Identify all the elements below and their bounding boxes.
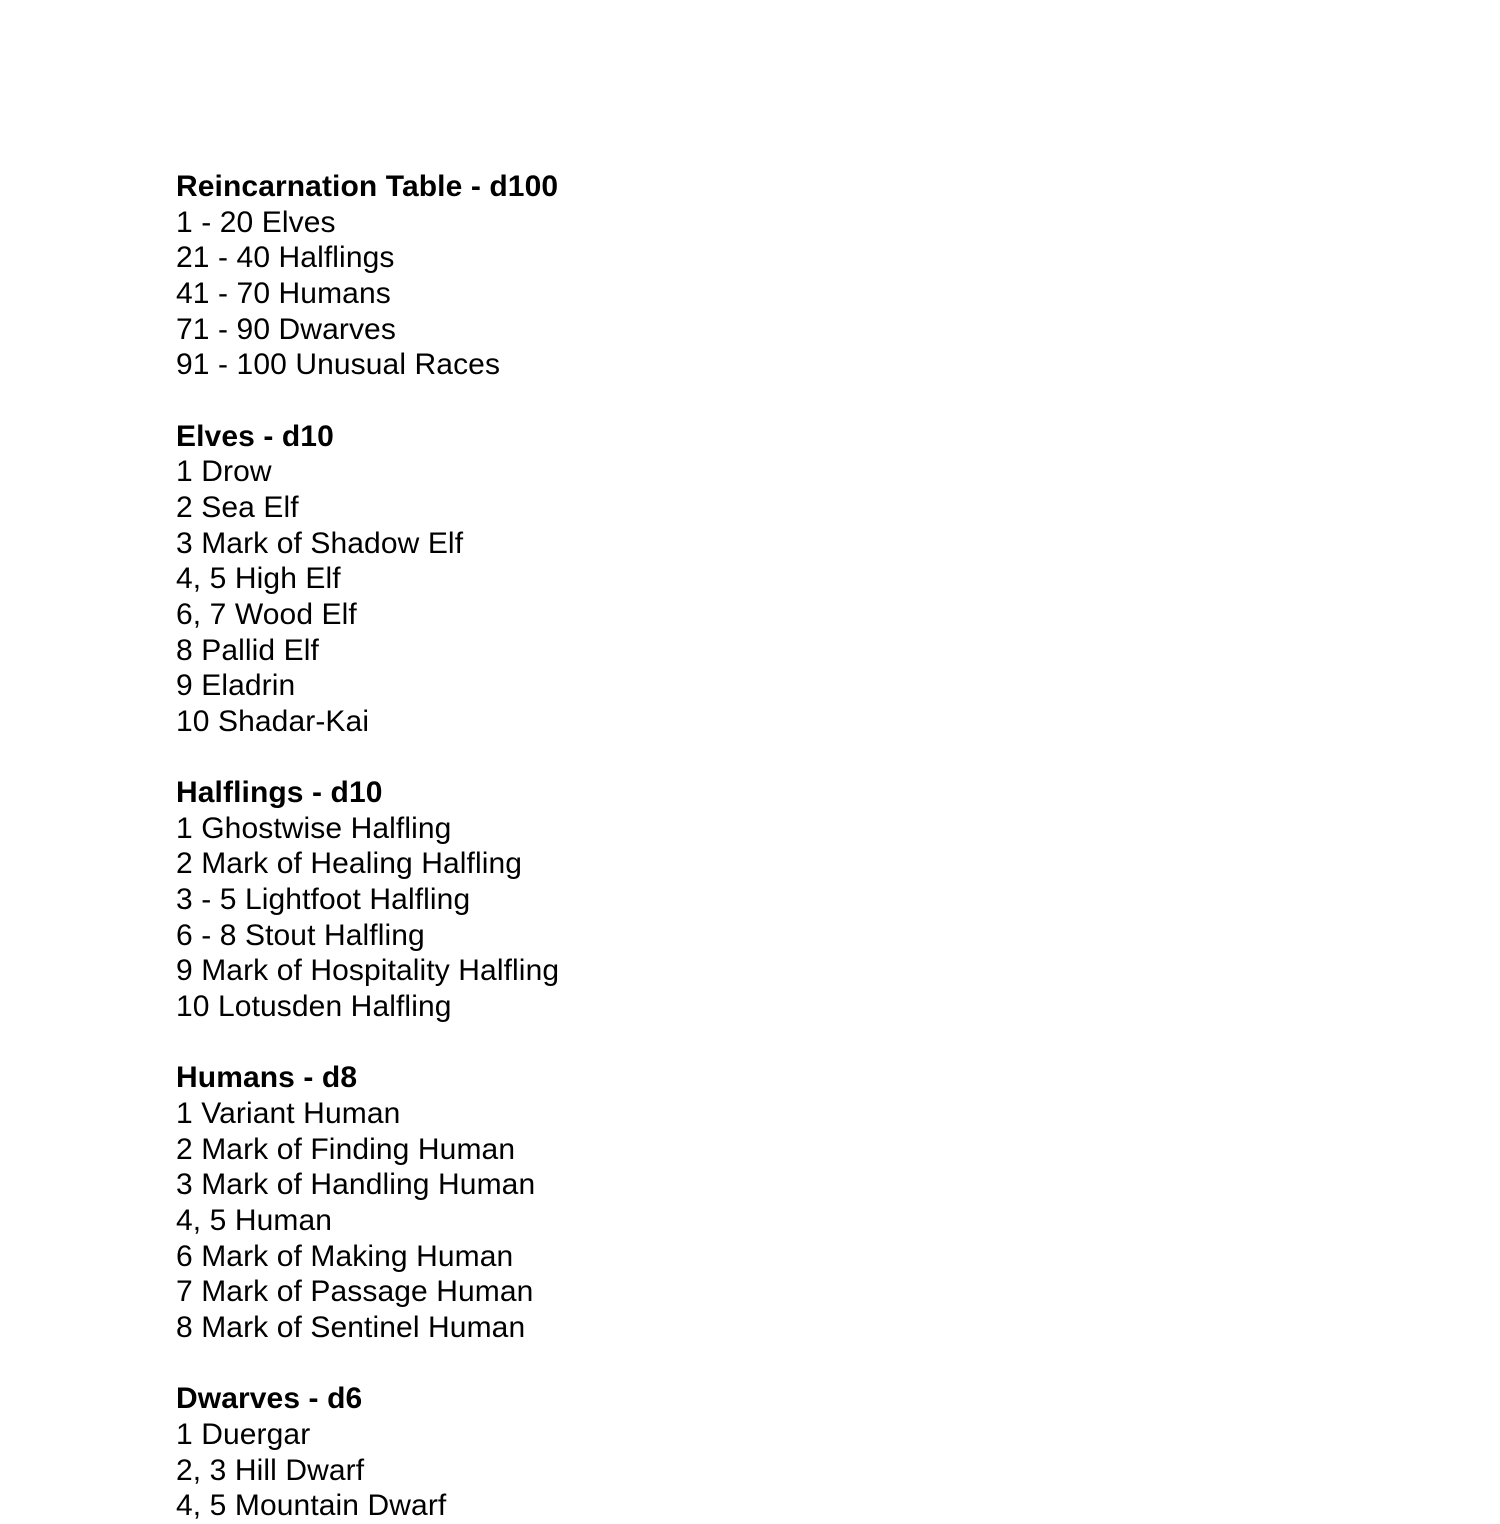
table-row: 91 - 100 Unusual Races xyxy=(176,348,501,382)
table-row: 6, 7 Wood Elf xyxy=(176,597,357,631)
table-row: 6 Mark of Making Human xyxy=(176,1239,514,1273)
table-row: 9 Mark of Hospitality Halfling xyxy=(176,954,560,988)
table-section xyxy=(176,1381,1500,1524)
table-row: 2, 3 Hill Dwarf xyxy=(176,1453,365,1487)
table-row: 4, 5 High Elf xyxy=(176,562,341,596)
table-row: 71 - 90 Dwarves xyxy=(176,312,396,346)
table-section xyxy=(176,775,1500,1025)
table-row: 6 - 8 Stout Halfling xyxy=(176,918,425,952)
table-row: 4, 5 Human xyxy=(176,1203,333,1237)
table-row: 1 Ghostwise Halfling xyxy=(176,811,452,845)
table-row: 2 Mark of Healing Halfling xyxy=(176,847,523,881)
table-row: 1 - 20 Elves xyxy=(176,205,336,239)
table-row: 3 - 5 Lightfoot Halfling xyxy=(176,883,471,917)
section-heading: Dwarves - d6 xyxy=(176,1382,363,1416)
table-row: 3 Mark of Handling Human xyxy=(176,1168,536,1202)
table-section xyxy=(176,419,1500,740)
table-row: 1 Drow xyxy=(176,455,272,489)
table-row: 41 - 70 Humans xyxy=(176,276,391,310)
table-row: 8 Pallid Elf xyxy=(176,633,319,667)
table-section xyxy=(176,169,1500,383)
table-row: 21 - 40 Halflings xyxy=(176,241,395,275)
table-row: 4, 5 Mountain Dwarf xyxy=(176,1489,447,1523)
table-row: 8 Mark of Sentinel Human xyxy=(176,1310,526,1344)
table-section xyxy=(176,1060,1500,1345)
table-row: 2 Mark of Finding Human xyxy=(176,1132,516,1166)
table-row: 1 Variant Human xyxy=(176,1097,401,1131)
section-heading: Elves - d10 xyxy=(176,419,334,453)
document-body xyxy=(176,169,1500,1524)
table-row: 3 Mark of Shadow Elf xyxy=(176,526,464,560)
section-heading: Humans - d8 xyxy=(176,1061,358,1095)
table-row: 1 Duergar xyxy=(176,1417,311,1451)
table-row: 9 Eladrin xyxy=(176,669,296,703)
section-heading: Halflings - d10 xyxy=(176,776,383,810)
section-heading: Reincarnation Table - d100 xyxy=(176,170,559,203)
table-row: 7 Mark of Passage Human xyxy=(176,1275,534,1309)
table-row: 2 Sea Elf xyxy=(176,490,299,524)
table-row: 10 Shadar-Kai xyxy=(176,704,370,738)
table-row: 10 Lotusden Halfling xyxy=(176,990,452,1024)
